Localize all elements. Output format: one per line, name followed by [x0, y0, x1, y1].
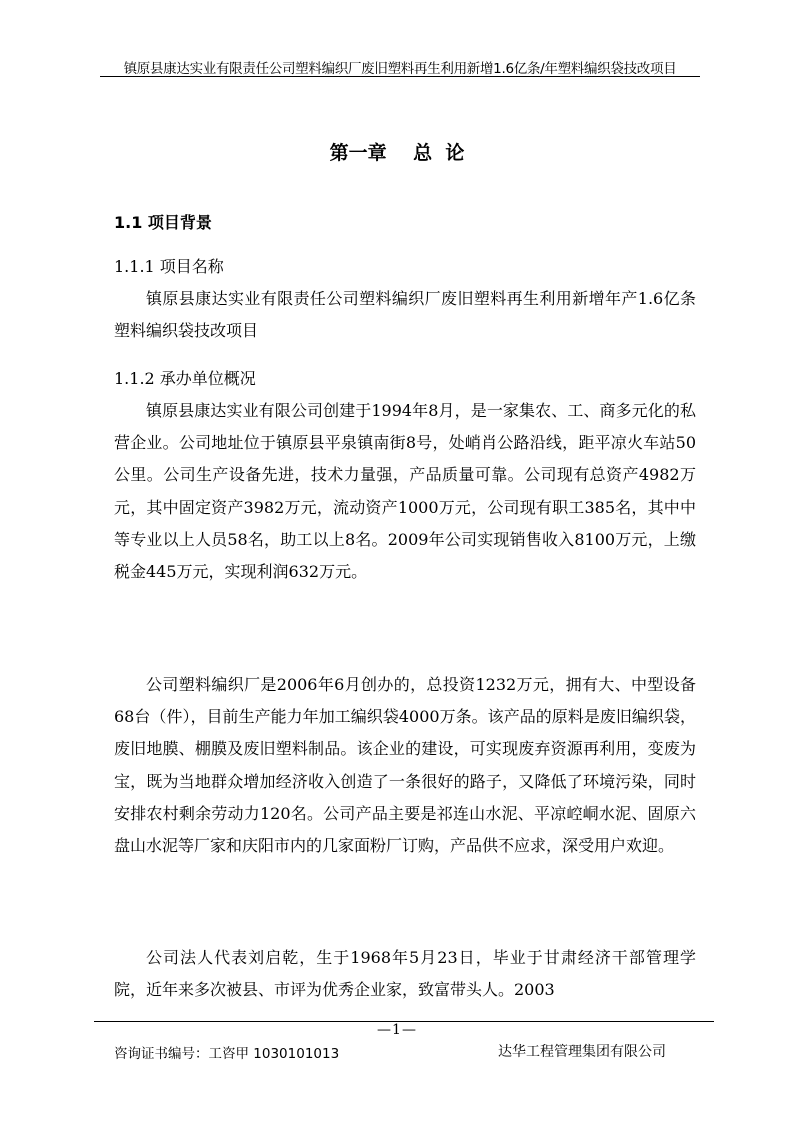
project-name-paragraph: 镇原县康达实业有限责任公司塑料编织厂废旧塑料再生利用新增年产1.6亿条塑料编织袋技改项目	[114, 289, 696, 341]
footer-company-name: 达华工程管理集团有限公司	[498, 1044, 666, 1060]
subsection-heading-company-overview: 1.1.2 承办单位概况	[114, 369, 256, 388]
running-header: 镇原县康达实业有限责任公司塑料编织厂废旧塑料再生利用新增1.6亿条/年塑料编织袋技改项目	[123, 61, 677, 77]
footer-certificate-number: 咨询证书编号：工咨甲 1030101013	[114, 1046, 340, 1062]
company-overview-paragraph-1: 镇原县康达实业有限公司创建于1994年8月，是一家集农、工、商多元化的私营企业。公司地址位于镇原县平泉镇南街8号，处峭肖公路沿线，距平凉火车站50公里。公司生产设备先进，技术力量强，产品质量可靠。公司现有总资产4982万元，其中固定资产3982万元，流动资产1000万元，公司现有职工385名，其中中等专业以上人员58名，助工以上8名。2009年公司实现销售收入8100万元，上缴税金445万元，实现利润632万元。	[114, 401, 696, 582]
company-overview-paragraph-3: 公司法人代表刘启乾，生于1968年5月23日，毕业于甘肃经济干部管理学院，近年来多次被县、市评为优秀企业家，致富带头人。2003	[114, 948, 696, 1000]
page-number: —1—	[377, 1022, 417, 1038]
chapter-title: 第一章 总 论	[329, 142, 465, 164]
section-heading: 1.1 项目背景	[114, 213, 212, 232]
subsection-heading-project-name: 1.1.1 项目名称	[114, 257, 224, 276]
company-overview-paragraph-2: 公司塑料编织厂是2006年6月创办的，总投资1232万元，拥有大、中型设备68台（件），目前生产能力年加工编织袋4000万条。该产品的原料是废旧编织袋，废旧地膜、棚膜及废旧塑料制品。该企业的建设，可实现废弃资源再利用，变废为宝，既为当地群众增加经济收入创造了一条很好的路子，又降低了环境污染，同时安排农村剩余劳动力120名。公司产品主要是祁连山水泥、平凉崆峒水泥、固原六盘山水泥等厂家和庆阳市内的几家面粉厂订购，产品供不应求，深受用户欢迎。	[114, 675, 696, 856]
header-rule	[100, 76, 700, 77]
